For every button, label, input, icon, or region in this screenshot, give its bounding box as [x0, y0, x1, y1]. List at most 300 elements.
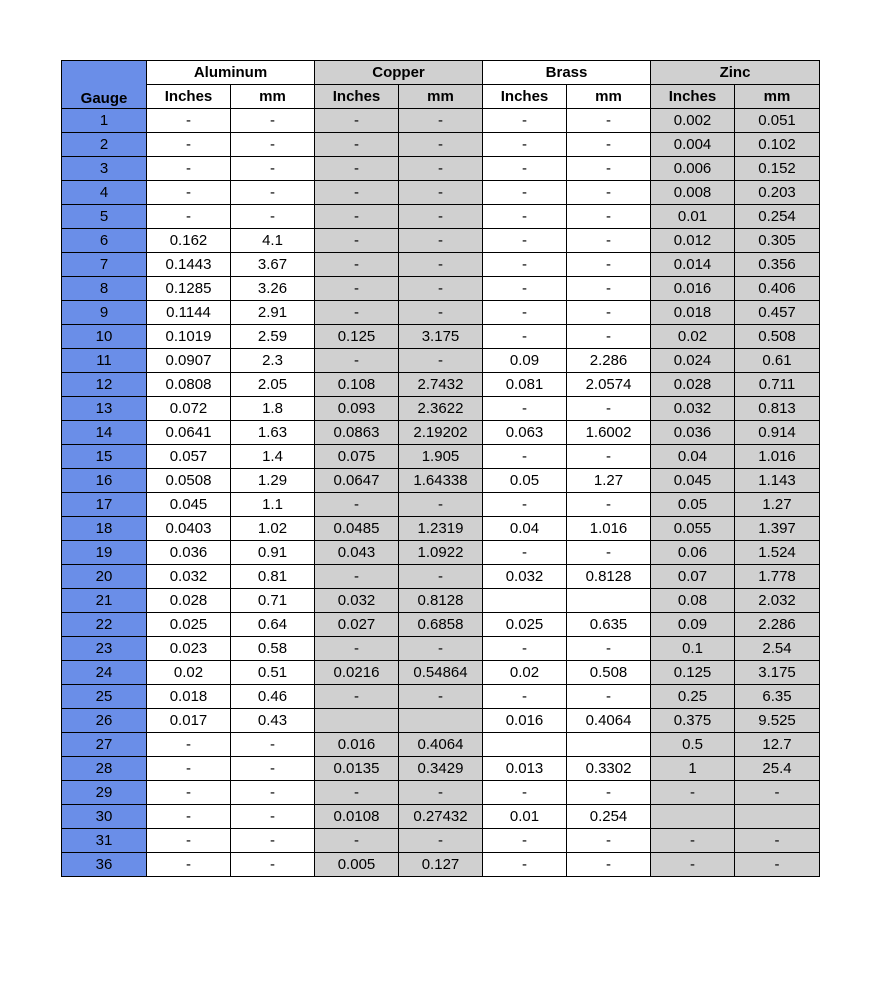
- cell-zinc-inches: 0.01: [651, 205, 735, 229]
- table-row: [62, 733, 820, 757]
- cell-aluminum-mm: -: [231, 805, 315, 829]
- cell-brass-mm: -: [567, 541, 651, 565]
- cell-copper-inches: -: [315, 157, 399, 181]
- cell-zinc-mm: 0.61: [735, 349, 820, 373]
- cell-brass-mm: -: [567, 109, 651, 133]
- cell-copper-inches: -: [315, 493, 399, 517]
- cell-brass-inches: -: [483, 397, 567, 421]
- cell-zinc-inches: 0.032: [651, 397, 735, 421]
- cell-zinc-mm: 0.711: [735, 373, 820, 397]
- cell-brass-mm: 0.508: [567, 661, 651, 685]
- cell-brass-inches: 0.01: [483, 805, 567, 829]
- cell-aluminum-inches: 0.032: [147, 565, 231, 589]
- cell-brass-inches: -: [483, 445, 567, 469]
- cell-copper-inches: 0.027: [315, 613, 399, 637]
- table-row: [62, 277, 820, 301]
- cell-copper-inches: -: [315, 637, 399, 661]
- table-row: [62, 565, 820, 589]
- cell-zinc-inches: 0.09: [651, 613, 735, 637]
- table-row: [62, 709, 820, 733]
- cell-brass-inches: 0.016: [483, 709, 567, 733]
- cell-aluminum-mm: 4.1: [231, 229, 315, 253]
- cell-zinc-mm: 1.397: [735, 517, 820, 541]
- table-row: [62, 589, 820, 613]
- cell-zinc-mm: 0.813: [735, 397, 820, 421]
- cell-brass-inches: 0.04: [483, 517, 567, 541]
- cell-copper-mm: -: [399, 829, 483, 853]
- cell-zinc-inches: 0.036: [651, 421, 735, 445]
- cell-brass-inches: -: [483, 781, 567, 805]
- cell-zinc-mm: 9.525: [735, 709, 820, 733]
- cell-aluminum-inches: -: [147, 757, 231, 781]
- cell-brass-inches: -: [483, 829, 567, 853]
- gauge-cell: 15: [62, 445, 147, 469]
- table-row: [62, 493, 820, 517]
- cell-brass-inches: -: [483, 109, 567, 133]
- header-row-metals: [62, 61, 820, 85]
- cell-aluminum-inches: 0.1285: [147, 277, 231, 301]
- gauge-cell: 9: [62, 301, 147, 325]
- cell-aluminum-inches: 0.0508: [147, 469, 231, 493]
- cell-brass-inches: -: [483, 685, 567, 709]
- cell-copper-inches: -: [315, 829, 399, 853]
- cell-zinc-inches: -: [651, 829, 735, 853]
- cell-copper-inches: [315, 709, 399, 733]
- gauge-cell: 21: [62, 589, 147, 613]
- gauge-cell: 28: [62, 757, 147, 781]
- gauge-cell: 31: [62, 829, 147, 853]
- table-row: [62, 229, 820, 253]
- cell-brass-inches: -: [483, 181, 567, 205]
- cell-brass-inches: 0.081: [483, 373, 567, 397]
- cell-copper-mm: 1.905: [399, 445, 483, 469]
- cell-zinc-mm: 2.032: [735, 589, 820, 613]
- cell-copper-inches: 0.0485: [315, 517, 399, 541]
- cell-aluminum-inches: 0.0403: [147, 517, 231, 541]
- gauge-cell: 29: [62, 781, 147, 805]
- gauge-cell: 24: [62, 661, 147, 685]
- cell-aluminum-inches: 0.017: [147, 709, 231, 733]
- cell-brass-inches: -: [483, 301, 567, 325]
- table-row: [62, 181, 820, 205]
- cell-zinc-mm: 1.778: [735, 565, 820, 589]
- gauge-cell: 36: [62, 853, 147, 877]
- table-row: [62, 445, 820, 469]
- cell-aluminum-inches: 0.162: [147, 229, 231, 253]
- cell-zinc-mm: 0.203: [735, 181, 820, 205]
- cell-aluminum-mm: 1.1: [231, 493, 315, 517]
- cell-brass-inches: -: [483, 229, 567, 253]
- cell-aluminum-inches: 0.1019: [147, 325, 231, 349]
- cell-brass-mm: 1.6002: [567, 421, 651, 445]
- cell-brass-inches: -: [483, 325, 567, 349]
- table-row: [62, 253, 820, 277]
- cell-brass-inches: -: [483, 541, 567, 565]
- cell-zinc-inches: 0.012: [651, 229, 735, 253]
- cell-copper-mm: 0.127: [399, 853, 483, 877]
- cell-aluminum-mm: -: [231, 109, 315, 133]
- cell-aluminum-mm: 1.8: [231, 397, 315, 421]
- cell-aluminum-mm: 1.63: [231, 421, 315, 445]
- table-row: [62, 613, 820, 637]
- cell-zinc-inches: 0.002: [651, 109, 735, 133]
- cell-copper-mm: 0.54864: [399, 661, 483, 685]
- cell-aluminum-inches: -: [147, 853, 231, 877]
- cell-brass-mm: -: [567, 277, 651, 301]
- gauge-cell: 6: [62, 229, 147, 253]
- cell-zinc-mm: 0.305: [735, 229, 820, 253]
- cell-brass-mm: -: [567, 133, 651, 157]
- cell-zinc-mm: 3.175: [735, 661, 820, 685]
- table-row: [62, 157, 820, 181]
- sheet-metal-gauge-table: [61, 60, 820, 877]
- gauge-cell: 19: [62, 541, 147, 565]
- table-row: [62, 829, 820, 853]
- cell-brass-mm: 1.016: [567, 517, 651, 541]
- gauge-cell: 1: [62, 109, 147, 133]
- cell-zinc-inches: 1: [651, 757, 735, 781]
- cell-brass-mm: -: [567, 325, 651, 349]
- cell-aluminum-inches: -: [147, 733, 231, 757]
- gauge-cell: 17: [62, 493, 147, 517]
- cell-zinc-mm: -: [735, 829, 820, 853]
- cell-brass-inches: 0.09: [483, 349, 567, 373]
- cell-aluminum-inches: -: [147, 805, 231, 829]
- cell-copper-inches: 0.075: [315, 445, 399, 469]
- table-row: [62, 205, 820, 229]
- cell-zinc-inches: 0.028: [651, 373, 735, 397]
- gauge-cell: 11: [62, 349, 147, 373]
- cell-brass-mm: -: [567, 637, 651, 661]
- cell-copper-inches: -: [315, 277, 399, 301]
- cell-copper-inches: 0.093: [315, 397, 399, 421]
- cell-aluminum-mm: 0.91: [231, 541, 315, 565]
- gauge-cell: 30: [62, 805, 147, 829]
- cell-copper-inches: -: [315, 301, 399, 325]
- cell-aluminum-mm: 1.4: [231, 445, 315, 469]
- cell-copper-inches: -: [315, 229, 399, 253]
- gauge-cell: 20: [62, 565, 147, 589]
- cell-zinc-inches: 0.02: [651, 325, 735, 349]
- unit-header-brass-mm: mm: [567, 85, 651, 109]
- cell-copper-inches: -: [315, 685, 399, 709]
- cell-copper-inches: -: [315, 181, 399, 205]
- cell-copper-mm: -: [399, 637, 483, 661]
- cell-aluminum-inches: 0.057: [147, 445, 231, 469]
- cell-zinc-inches: 0.25: [651, 685, 735, 709]
- table-row: [62, 109, 820, 133]
- cell-brass-mm: 0.8128: [567, 565, 651, 589]
- cell-brass-inches: [483, 589, 567, 613]
- cell-zinc-inches: 0.08: [651, 589, 735, 613]
- cell-copper-mm: 2.7432: [399, 373, 483, 397]
- cell-copper-mm: 3.175: [399, 325, 483, 349]
- cell-copper-mm: 0.8128: [399, 589, 483, 613]
- cell-brass-inches: -: [483, 133, 567, 157]
- cell-copper-mm: -: [399, 229, 483, 253]
- unit-header-copper-inches: Inches: [315, 85, 399, 109]
- cell-brass-inches: -: [483, 253, 567, 277]
- table-row: [62, 349, 820, 373]
- cell-copper-mm: -: [399, 205, 483, 229]
- gauge-cell: 8: [62, 277, 147, 301]
- cell-copper-mm: -: [399, 781, 483, 805]
- cell-aluminum-inches: -: [147, 133, 231, 157]
- cell-brass-mm: -: [567, 205, 651, 229]
- cell-zinc-mm: 2.286: [735, 613, 820, 637]
- metal-header-aluminum: Aluminum: [147, 61, 315, 85]
- cell-aluminum-inches: -: [147, 109, 231, 133]
- cell-zinc-mm: 1.143: [735, 469, 820, 493]
- table-row: [62, 421, 820, 445]
- unit-header-brass-inches: Inches: [483, 85, 567, 109]
- cell-brass-mm: [567, 733, 651, 757]
- cell-zinc-inches: 0.045: [651, 469, 735, 493]
- cell-copper-inches: 0.0135: [315, 757, 399, 781]
- cell-copper-mm: 0.27432: [399, 805, 483, 829]
- gauge-cell: 4: [62, 181, 147, 205]
- gauge-cell: 12: [62, 373, 147, 397]
- cell-copper-mm: -: [399, 133, 483, 157]
- gauge-cell: 10: [62, 325, 147, 349]
- table-row: [62, 805, 820, 829]
- cell-zinc-mm: 1.016: [735, 445, 820, 469]
- cell-zinc-mm: 1.524: [735, 541, 820, 565]
- cell-zinc-inches: 0.055: [651, 517, 735, 541]
- cell-zinc-mm: 0.457: [735, 301, 820, 325]
- table-row: [62, 373, 820, 397]
- cell-aluminum-mm: 3.26: [231, 277, 315, 301]
- cell-zinc-mm: 1.27: [735, 493, 820, 517]
- cell-aluminum-inches: 0.028: [147, 589, 231, 613]
- cell-copper-mm: -: [399, 109, 483, 133]
- cell-aluminum-inches: 0.1144: [147, 301, 231, 325]
- cell-copper-mm: 0.3429: [399, 757, 483, 781]
- cell-brass-mm: -: [567, 397, 651, 421]
- table-row: [62, 685, 820, 709]
- cell-aluminum-inches: -: [147, 829, 231, 853]
- cell-aluminum-inches: -: [147, 157, 231, 181]
- cell-brass-inches: -: [483, 853, 567, 877]
- cell-brass-inches: -: [483, 205, 567, 229]
- cell-copper-inches: -: [315, 205, 399, 229]
- gauge-cell: 26: [62, 709, 147, 733]
- cell-copper-inches: 0.005: [315, 853, 399, 877]
- cell-brass-mm: -: [567, 157, 651, 181]
- cell-aluminum-mm: -: [231, 829, 315, 853]
- cell-copper-inches: -: [315, 781, 399, 805]
- cell-brass-inches: -: [483, 277, 567, 301]
- cell-zinc-inches: 0.05: [651, 493, 735, 517]
- cell-copper-mm: -: [399, 301, 483, 325]
- cell-aluminum-mm: -: [231, 733, 315, 757]
- cell-zinc-inches: 0.1: [651, 637, 735, 661]
- cell-copper-mm: -: [399, 277, 483, 301]
- table-row: [62, 301, 820, 325]
- unit-header-aluminum-inches: Inches: [147, 85, 231, 109]
- cell-copper-mm: -: [399, 157, 483, 181]
- cell-aluminum-inches: 0.072: [147, 397, 231, 421]
- table-row: [62, 757, 820, 781]
- cell-aluminum-mm: 2.3: [231, 349, 315, 373]
- cell-copper-inches: 0.0647: [315, 469, 399, 493]
- cell-copper-inches: 0.0216: [315, 661, 399, 685]
- cell-brass-mm: 2.0574: [567, 373, 651, 397]
- table-row: [62, 541, 820, 565]
- gauge-cell: 5: [62, 205, 147, 229]
- cell-copper-mm: 1.0922: [399, 541, 483, 565]
- cell-aluminum-mm: 0.51: [231, 661, 315, 685]
- cell-aluminum-inches: 0.1443: [147, 253, 231, 277]
- gauge-column-header: Gauge: [62, 61, 147, 109]
- cell-brass-mm: 0.4064: [567, 709, 651, 733]
- cell-zinc-inches: 0.5: [651, 733, 735, 757]
- cell-brass-mm: 0.635: [567, 613, 651, 637]
- cell-zinc-mm: 25.4: [735, 757, 820, 781]
- cell-zinc-mm: 0.051: [735, 109, 820, 133]
- cell-brass-inches: 0.02: [483, 661, 567, 685]
- cell-brass-mm: 0.3302: [567, 757, 651, 781]
- cell-brass-mm: -: [567, 493, 651, 517]
- cell-brass-inches: 0.032: [483, 565, 567, 589]
- cell-aluminum-mm: -: [231, 853, 315, 877]
- cell-brass-inches: -: [483, 157, 567, 181]
- cell-zinc-mm: 0.508: [735, 325, 820, 349]
- gauge-cell: 25: [62, 685, 147, 709]
- cell-zinc-mm: 0.102: [735, 133, 820, 157]
- gauge-cell: 22: [62, 613, 147, 637]
- cell-copper-inches: -: [315, 109, 399, 133]
- cell-zinc-mm: 12.7: [735, 733, 820, 757]
- cell-zinc-inches: 0.006: [651, 157, 735, 181]
- metal-header-brass: Brass: [483, 61, 651, 85]
- cell-aluminum-mm: -: [231, 781, 315, 805]
- cell-zinc-inches: -: [651, 853, 735, 877]
- cell-brass-mm: -: [567, 853, 651, 877]
- cell-brass-mm: -: [567, 829, 651, 853]
- table-row: [62, 781, 820, 805]
- cell-aluminum-mm: 0.58: [231, 637, 315, 661]
- cell-brass-inches: 0.013: [483, 757, 567, 781]
- cell-aluminum-mm: 0.71: [231, 589, 315, 613]
- cell-copper-inches: 0.043: [315, 541, 399, 565]
- table-row: [62, 133, 820, 157]
- cell-brass-mm: 0.254: [567, 805, 651, 829]
- cell-zinc-inches: 0.016: [651, 277, 735, 301]
- gauge-cell: 23: [62, 637, 147, 661]
- cell-brass-mm: -: [567, 445, 651, 469]
- cell-aluminum-mm: 1.29: [231, 469, 315, 493]
- cell-zinc-inches: 0.375: [651, 709, 735, 733]
- table-row: [62, 661, 820, 685]
- cell-aluminum-mm: 2.59: [231, 325, 315, 349]
- cell-brass-inches: -: [483, 637, 567, 661]
- table-row: [62, 325, 820, 349]
- cell-copper-inches: -: [315, 253, 399, 277]
- cell-zinc-inches: -: [651, 781, 735, 805]
- cell-brass-inches: 0.063: [483, 421, 567, 445]
- metal-header-copper: Copper: [315, 61, 483, 85]
- cell-aluminum-inches: -: [147, 781, 231, 805]
- cell-aluminum-mm: 0.46: [231, 685, 315, 709]
- cell-aluminum-mm: 0.64: [231, 613, 315, 637]
- gauge-cell: 16: [62, 469, 147, 493]
- cell-aluminum-inches: 0.02: [147, 661, 231, 685]
- gauge-cell: 2: [62, 133, 147, 157]
- cell-aluminum-mm: 2.05: [231, 373, 315, 397]
- gauge-cell: 13: [62, 397, 147, 421]
- cell-aluminum-mm: 3.67: [231, 253, 315, 277]
- cell-copper-mm: 1.64338: [399, 469, 483, 493]
- cell-brass-mm: 1.27: [567, 469, 651, 493]
- cell-aluminum-mm: -: [231, 157, 315, 181]
- cell-zinc-mm: 0.914: [735, 421, 820, 445]
- cell-zinc-inches: 0.018: [651, 301, 735, 325]
- cell-brass-mm: -: [567, 301, 651, 325]
- cell-aluminum-mm: -: [231, 133, 315, 157]
- cell-brass-mm: [567, 589, 651, 613]
- cell-aluminum-mm: 2.91: [231, 301, 315, 325]
- cell-aluminum-inches: 0.0641: [147, 421, 231, 445]
- cell-aluminum-inches: 0.0808: [147, 373, 231, 397]
- cell-zinc-mm: -: [735, 853, 820, 877]
- cell-aluminum-mm: -: [231, 757, 315, 781]
- cell-copper-inches: 0.125: [315, 325, 399, 349]
- gauge-cell: 7: [62, 253, 147, 277]
- cell-copper-mm: 0.4064: [399, 733, 483, 757]
- cell-zinc-mm: 2.54: [735, 637, 820, 661]
- cell-brass-inches: -: [483, 493, 567, 517]
- cell-zinc-inches: 0.06: [651, 541, 735, 565]
- cell-aluminum-inches: 0.036: [147, 541, 231, 565]
- cell-zinc-inches: 0.125: [651, 661, 735, 685]
- cell-aluminum-mm: -: [231, 205, 315, 229]
- gauge-cell: 27: [62, 733, 147, 757]
- cell-zinc-mm: [735, 805, 820, 829]
- cell-zinc-mm: 0.356: [735, 253, 820, 277]
- cell-copper-mm: 1.2319: [399, 517, 483, 541]
- cell-copper-mm: 2.19202: [399, 421, 483, 445]
- cell-aluminum-mm: 1.02: [231, 517, 315, 541]
- cell-aluminum-inches: 0.023: [147, 637, 231, 661]
- unit-header-copper-mm: mm: [399, 85, 483, 109]
- cell-copper-mm: -: [399, 685, 483, 709]
- cell-zinc-inches: 0.004: [651, 133, 735, 157]
- table-row: [62, 853, 820, 877]
- cell-copper-inches: 0.032: [315, 589, 399, 613]
- cell-brass-inches: [483, 733, 567, 757]
- cell-zinc-mm: 6.35: [735, 685, 820, 709]
- cell-copper-mm: -: [399, 253, 483, 277]
- cell-brass-mm: -: [567, 229, 651, 253]
- cell-copper-inches: 0.108: [315, 373, 399, 397]
- cell-aluminum-mm: -: [231, 181, 315, 205]
- cell-brass-inches: 0.025: [483, 613, 567, 637]
- cell-zinc-inches: 0.008: [651, 181, 735, 205]
- unit-header-aluminum-mm: mm: [231, 85, 315, 109]
- cell-aluminum-inches: 0.018: [147, 685, 231, 709]
- cell-aluminum-inches: 0.025: [147, 613, 231, 637]
- cell-brass-inches: 0.05: [483, 469, 567, 493]
- cell-brass-mm: 2.286: [567, 349, 651, 373]
- cell-brass-mm: -: [567, 781, 651, 805]
- cell-copper-inches: -: [315, 133, 399, 157]
- cell-aluminum-mm: 0.43: [231, 709, 315, 733]
- cell-brass-mm: -: [567, 181, 651, 205]
- metal-header-zinc: Zinc: [651, 61, 820, 85]
- cell-zinc-inches: 0.014: [651, 253, 735, 277]
- table-row: [62, 469, 820, 493]
